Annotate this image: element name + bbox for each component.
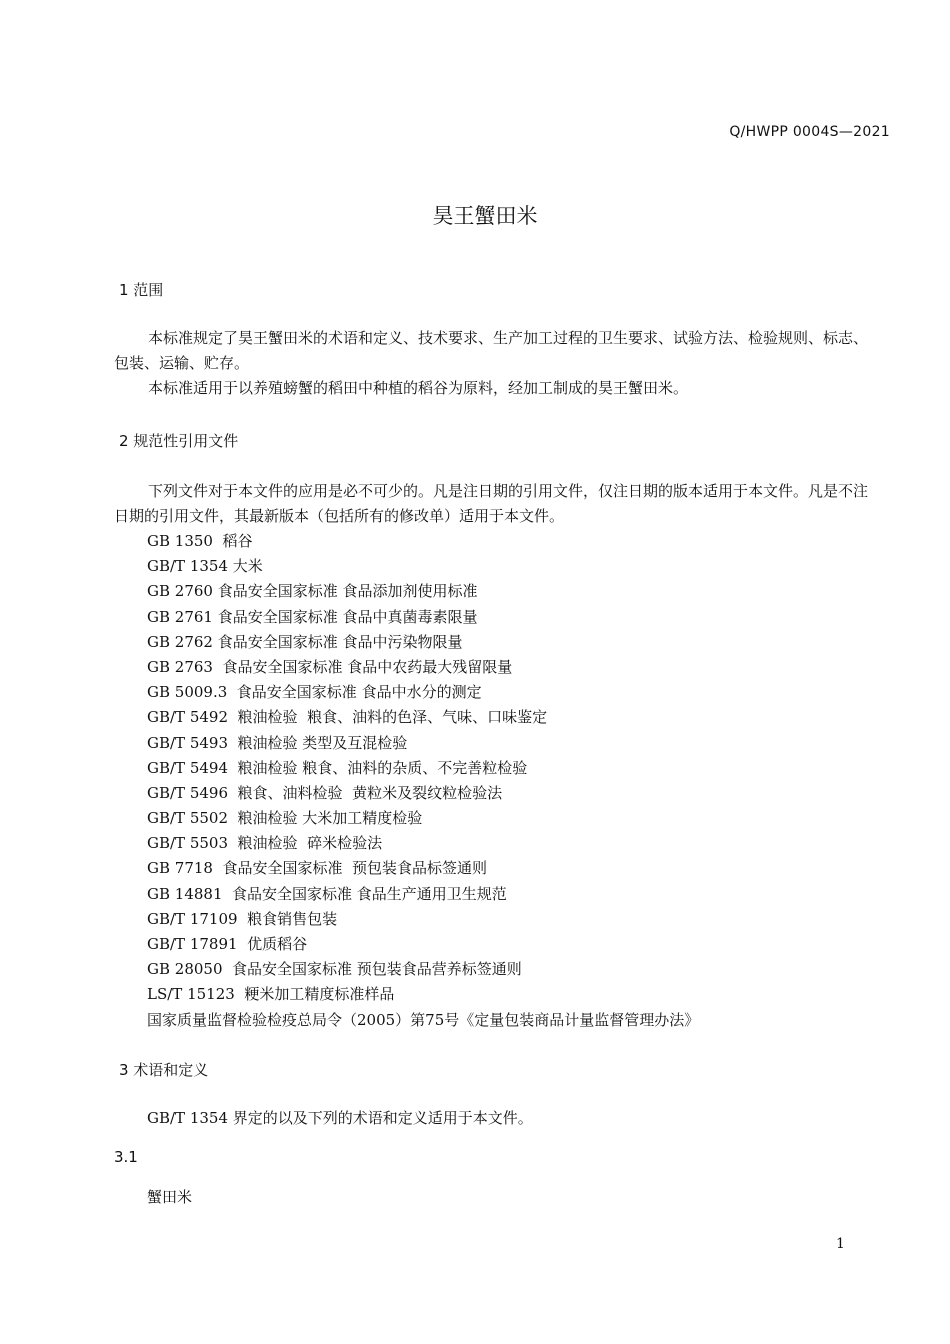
- reference-item: GB 28050 食品安全国家标准 预包装食品营养标签通则: [147, 960, 522, 979]
- reference-item: GB/T 5502 粮油检验 大米加工精度检验: [147, 809, 423, 828]
- reference-item: GB/T 1354 大米: [147, 557, 263, 576]
- reference-item: LS/T 15123 粳米加工精度标准样品: [147, 985, 395, 1004]
- reference-item: 国家质量监督检验检疫总局令（2005）第75号《定量包装商品计量监督管理办法》: [147, 1010, 700, 1029]
- section-3-intro: GB/T 1354 界定的以及下列的术语和定义适用于本文件。: [147, 1109, 533, 1127]
- reference-item: GB 2763 食品安全国家标准 食品中农药最大残留限量: [147, 657, 513, 676]
- reference-item: GB/T 5496 粮食、油料检验 黄粒米及裂纹粒检验法: [147, 783, 503, 802]
- reference-item: GB 2762 食品安全国家标准 食品中污染物限量: [147, 632, 463, 651]
- reference-item: GB 7718 食品安全国家标准 预包装食品标签通则: [147, 859, 488, 878]
- reference-item: GB/T 5494 粮油检验 粮食、油料的杂质、不完善粒检验: [147, 758, 528, 777]
- reference-item: GB/T 5493 粮油检验 类型及互混检验: [147, 733, 408, 752]
- section-1-paragraph: 本标准适用于以养殖螃蟹的稻田中种植的稻谷为原料，经加工制成的昊王蟹田米。: [148, 379, 689, 397]
- term-heading: 蟹田米: [147, 1188, 193, 1206]
- page-number: 1: [836, 1236, 845, 1252]
- reference-item: GB 14881 食品安全国家标准 食品生产通用卫生规范: [147, 884, 507, 903]
- section-2-heading: 2 规范性引用文件: [119, 432, 239, 450]
- reference-list: [147, 529, 699, 1033]
- reference-item: GB/T 17891 优质稻谷: [147, 935, 308, 953]
- subsection-number: 3.1: [114, 1148, 138, 1166]
- section-2-intro: 下列文件对于本文件的应用是必不可少的。凡是注日期的引用文件，仅注日期的版本适用于本文件。凡是不注日期的引用文件，其最新版本（包括所有的修改单）适用于本文件。: [114, 482, 869, 525]
- reference-item: GB 2761 食品安全国家标准 食品中真菌毒素限量: [147, 607, 478, 626]
- section-1-paragraph: 本标准规定了昊王蟹田米的术语和定义、技术要求、生产加工过程的卫生要求、试验方法、检验规则、标志、包装、运输、贮存。: [114, 329, 869, 372]
- section-3-heading: 3 术语和定义: [119, 1061, 209, 1079]
- standard-code: Q/HWPP 0004S—2021: [729, 124, 890, 140]
- reference-item: GB 1350 稻谷: [147, 532, 253, 550]
- reference-item: GB/T 17109 粮食销售包装: [147, 909, 338, 928]
- section-1-heading: 1 范围: [119, 281, 164, 299]
- reference-item: GB/T 5503 粮油检验 碎米检验法: [147, 834, 383, 853]
- document-title: 昊王蟹田米: [432, 204, 538, 228]
- reference-item: GB 2760 食品安全国家标准 食品添加剂使用标准: [147, 582, 478, 601]
- reference-item: GB 5009.3 食品安全国家标准 食品中水分的测定: [147, 683, 482, 702]
- reference-item: GB/T 5492 粮油检验 粮食、油料的色泽、气味、口味鉴定: [147, 708, 548, 727]
